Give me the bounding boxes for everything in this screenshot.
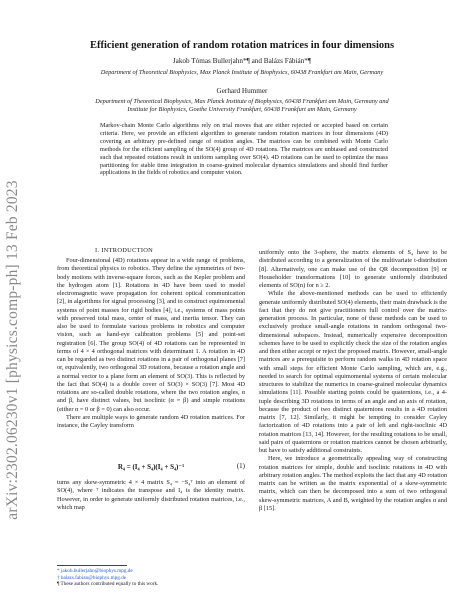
footnotes bbox=[57, 568, 245, 588]
affiliation-1: Department of Theoretical Biophysics, Max Planck Institute of Biophysics, 60438 Frankfurt am Main, Germany bbox=[100, 69, 384, 76]
paragraph: While the above-mentioned methods can be used to efficiently generate uniformly distributed SO(4) elements, their main drawback is the fact that they do not give practitioners full control over the matrix-generation process. In particular, none of these methods can be used to exclusively produce small-angle rotations in random orthogonal two-dimensional subspaces. Instead, numerically expensive decomposition schemes have to be used to explicitly check the size of the rotation angles and then either accept or reject the proposed matrix. However, small-angle matrices are a prerequisite to perform random walks in 4D rotation space with small steps for efficient Monte Carlo sampling, which are, e.g., needed to search for optimal equimomental systems of certain molecular structures to stabilize the numerics in coarse-grained molecular dynamics simulations [11]. Possible starting points could be quaternions, i.e., a 4-tuple describing 3D rotations in terms of an angle and an axis of rotation, because the product of two distinct quaternions results in a 4D rotation matrix [7, 12]. Similarly, it might be tempting to consider Cayley factorization of 4D rotations into a pair of left and right-isoclinic 4D rotation matrices [13, 14]. However, for the resulting rotations to be small, said pairs of quaternions or rotation matrices cannot be chosen arbitrarily, but have to satisfy additional constraints. bbox=[259, 290, 447, 454]
paragraph: turns any skew-symmetric 4 × 4 matrix S₄ = −S₄ᵀ into an element of SO(4), where ᵀ indicates the transpose and I₄ is the identity matrix. However, in order to generate uniformly distributed rotation matrices, i.e., which map bbox=[57, 479, 245, 511]
left-column-bottom bbox=[57, 479, 245, 512]
paper-title: Efficient generation of random rotation matrices in four dimensions bbox=[89, 40, 395, 51]
footnote-email-2[interactable]: † balazs.fabian@biophys.mpg.de bbox=[57, 574, 127, 581]
section-heading-text: I. INTRODUCTION bbox=[95, 247, 154, 254]
arxiv-identifier-sidebar bbox=[2, 150, 24, 550]
footnote-equal-contribution: ¶ These authors contributed equally to this work. bbox=[57, 581, 159, 588]
paragraph: Four-dimensional (4D) rotations appear in a wide range of problems, from theoretical physics to robotics. They define the symmetries of two-body motions with inverse-square forces, such as the Kepler problem and the hydrogen atom [1]. Rotations in 4D have been used to model electromagnetic wave propagation for coherent optical communication [2], in algorithms for signal processing [3], and to construct equimomental systems of point masses for rigid bodies [4], i.e., systems of mass points with preserved total mass, center of mass, and inertia tensor. They can also be used to formulate various problems in robotics and computer vision, such as hand-eye calibration problems [5] and point-set registration [6]. The group SO(4) of 4D rotations can be represented in terms of 4 × 4 orthogonal matrices with determinant 1. A rotation in 4D can be regarded as two distinct rotations in a pair of orthogonal planes [7] or, equivalently, two orthogonal 3D rotations, because a rotation angle and a normal vector to a plane form an element of SO(3). This is reflected by the fact that SO(4) is a double cover of SO(3) × SO(3) [7]. Most 4D rotations are so-called double rotations, where the two rotation angles, α and β, have distinct values, but isoclinic (α = β) and simple rotations (either α = 0 or β = 0) can also occur. bbox=[57, 257, 245, 413]
arxiv-identifier: arXiv:2302.06230v1 [physics.comp-ph] 13 Feb 2023 bbox=[4, 180, 21, 520]
affiliation-2a: Department of Theoretical Biophysics, Max Planck Institute of Biophysics, 60438 Frankfurt am Main, Germany and bbox=[95, 98, 389, 105]
affiliation-2b: Institute for Biophysics, Goethe University Frankfurt, 60438 Frankfurt am Main, Germany bbox=[127, 106, 357, 113]
section-heading bbox=[95, 247, 245, 254]
paragraph: There are multiple ways to generate random 4D rotation matrices. For instance, the Cayley transform bbox=[57, 413, 245, 429]
footnote-email-1[interactable]: * jakob.bullerjahn@biophys.mpg.de bbox=[57, 568, 133, 574]
footnote-divider bbox=[57, 565, 127, 566]
right-column bbox=[259, 249, 447, 513]
author-2: Gerhard Hummer bbox=[216, 87, 268, 95]
equation-body: R₄ = (I₄ + S₄)(I₄ + S₄)⁻¹ bbox=[117, 463, 185, 471]
abstract: Markov-chain Monte Carlo algorithms rely on trial moves that are either rejected or accepted based on certain criteria. Here, we provide an efficient algorithm to generate random rotation matrices in four dimensions (4D) covering an arbitrary pre-defined range of rotation angles. The matrices can be combined with Monte Carlo methods for the efficient sampling of the SO(4) group of 4D rotations. The matrices are unbiased and constructed such that repeated rotations result in uniform sampling over SO(4). 4D rotations can be used to optimize the mass partitioning for stable time integration in coarse-grained molecular dynamics simulations and should find further applications in the fields of robotics and computer vision. bbox=[100, 122, 388, 177]
left-column-top bbox=[57, 257, 245, 430]
author-list: Jakob Tómas Bullerjahn*¶ and Balázs Fábián*¶ bbox=[172, 57, 312, 65]
equation-cayley bbox=[57, 462, 245, 471]
paragraph: Here, we introduce a geometrically appealing way of constructing rotation matrices for simple, double and isoclinic rotations in 4D with arbitrary rotation angles. The method exploits the fact that any 4D rotation matrix can be written as the matrix exponential of a skew-symmetric matrix, which can then be decomposed into a sum of two orthogonal skew-symmetric matrices, A and B, weighted by the rotation angles α and β [15]. bbox=[259, 455, 447, 512]
paragraph: uniformly onto the 3-sphere, the matrix elements of S₄ have to be distributed according to a generalization of the multivariate t-distribution [8]. Alternatively, one can make use of the QR decomposition [9] or Householder transformations [10] to generate uniformly distributed elements of SO(n) for n ≥ 2. bbox=[259, 249, 447, 289]
equation-number: (1) bbox=[236, 462, 245, 470]
